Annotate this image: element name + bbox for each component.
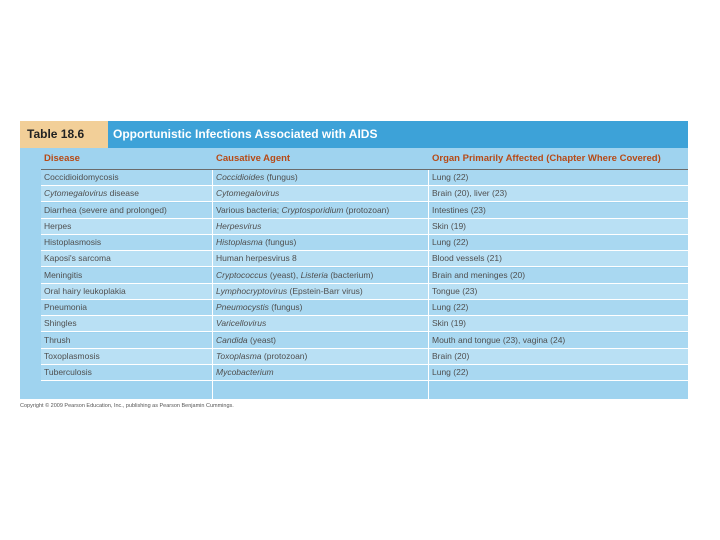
cell-organ-affected: Lung (22): [432, 367, 469, 377]
cell-disease: Coccidioidomycosis: [44, 172, 119, 182]
infections-table: [41, 148, 688, 399]
agent-italic-part: Mycobacterium: [216, 367, 274, 377]
header-organ-affected: Organ Primarily Affected (Chapter Where Covered): [432, 153, 661, 164]
cell-organ-affected: Blood vessels (21): [432, 253, 502, 264]
agent-plain-part: Human herpesvirus 8: [216, 253, 297, 264]
cell-disease: Thrush: [44, 334, 71, 345]
table-row: [41, 251, 688, 267]
table-row: [41, 284, 688, 300]
table-number-label: Table 18.6: [20, 121, 108, 148]
cell-disease: Toxoplasmosis: [44, 350, 100, 361]
copyright-notice: Copyright © 2009 Pearson Education, Inc., publishing as Pearson Benjamin Cummings.: [20, 403, 234, 409]
cell-organ-affected: Lung (22): [432, 302, 469, 312]
agent-plain-part: (fungus): [264, 172, 298, 182]
agent-italic-part: Pneumocystis: [216, 302, 269, 312]
cell-disease: Oral hairy leukoplakia: [44, 285, 126, 296]
table-row: [41, 170, 688, 186]
cell-causative-agent: [216, 235, 296, 250]
agent-italic-part: Lymphocryptovirus: [216, 285, 288, 296]
agent-italic-part: Toxoplasma: [216, 350, 262, 361]
cell-causative-agent: [216, 333, 276, 348]
agent-plain-part: (yeast),: [267, 269, 301, 280]
cell-causative-agent: [216, 300, 302, 315]
table-row: [41, 333, 688, 349]
agent-plain-part: (yeast): [247, 334, 277, 345]
agent-italic-part: Listeria: [300, 269, 328, 280]
agent-italic-part: Coccidioides: [216, 172, 265, 182]
header-disease: Disease: [44, 153, 80, 164]
agent-italic-part: Cytomegalovirus: [216, 188, 280, 199]
agent-plain-part: (fungus): [262, 237, 297, 247]
agent-plain-part: (protozoan): [261, 350, 308, 361]
cell-organ-affected: Brain (20): [432, 350, 470, 361]
cell-organ-affected: Brain and meninges (20): [432, 269, 526, 280]
agent-plain-part: Various bacteria;: [216, 204, 282, 215]
cell-causative-agent: [216, 349, 307, 364]
agent-plain-part: (bacterium): [327, 269, 374, 280]
cell-disease: Kaposi's sarcoma: [44, 253, 111, 264]
column-divider: [212, 170, 213, 399]
table-row: [41, 219, 688, 235]
cell-disease: Diarrhea (severe and prolonged): [44, 204, 167, 215]
cell-disease: Herpes: [44, 220, 72, 231]
cell-organ-affected: Tongue (23): [432, 285, 478, 296]
cell-organ-affected: Lung (22): [432, 172, 469, 182]
cell-causative-agent: [216, 186, 279, 201]
cell-disease: [44, 186, 139, 201]
table-header-row: [41, 148, 688, 170]
cell-disease: Meningitis: [44, 269, 83, 280]
data-table-panel: [20, 121, 688, 399]
header-causative-agent: Causative Agent: [216, 153, 291, 164]
agent-italic-part: Candida: [216, 334, 248, 345]
table-title-bar: [20, 121, 688, 148]
disease-italic-part: Cytomegalovirus: [44, 188, 108, 199]
cell-causative-agent: [216, 268, 373, 283]
table-row: [41, 203, 688, 219]
cell-organ-affected: Skin (19): [432, 318, 467, 329]
cell-disease: Pneumonia: [44, 302, 88, 312]
agent-italic-part: Histoplasma: [216, 237, 263, 247]
agent-italic-part: Herpesvirus: [216, 220, 262, 231]
cell-organ-affected: Intestines (23): [432, 204, 486, 215]
agent-plain-part: (protozoan): [343, 204, 390, 215]
table-row: [41, 316, 688, 332]
agent-plain-part: (Epstein-Barr virus): [287, 285, 363, 296]
cell-disease: Shingles: [44, 318, 77, 329]
cell-causative-agent: [216, 316, 266, 331]
cell-organ-affected: Mouth and tongue (23), vagina (24): [432, 334, 566, 345]
cell-causative-agent: [216, 284, 363, 299]
cell-causative-agent: [216, 170, 298, 185]
table-row: [41, 268, 688, 284]
agent-italic-part: Cryptosporidium: [281, 204, 344, 215]
cell-disease: Tuberculosis: [44, 367, 92, 377]
cell-organ-affected: Lung (22): [432, 237, 469, 247]
cell-disease: Histoplasmosis: [44, 237, 102, 247]
table-title: Opportunistic Infections Associated with AIDS: [113, 127, 378, 141]
agent-plain-part: (fungus): [268, 302, 303, 312]
cell-causative-agent: [216, 203, 389, 218]
cell-organ-affected: Brain (20), liver (23): [432, 188, 508, 199]
agent-italic-part: Cryptococcus: [216, 269, 268, 280]
table-row: [41, 186, 688, 202]
table-row: [41, 300, 688, 316]
cell-organ-affected: Skin (19): [432, 220, 467, 231]
cell-causative-agent: [216, 251, 297, 266]
column-divider: [428, 170, 429, 399]
table-row: [41, 349, 688, 365]
disease-plain-part: disease: [107, 188, 139, 199]
agent-italic-part: Varicellovirus: [216, 318, 267, 329]
cell-causative-agent: [216, 219, 261, 234]
cell-causative-agent: [216, 365, 274, 380]
table-row: [41, 235, 688, 251]
table-row: [41, 365, 688, 381]
